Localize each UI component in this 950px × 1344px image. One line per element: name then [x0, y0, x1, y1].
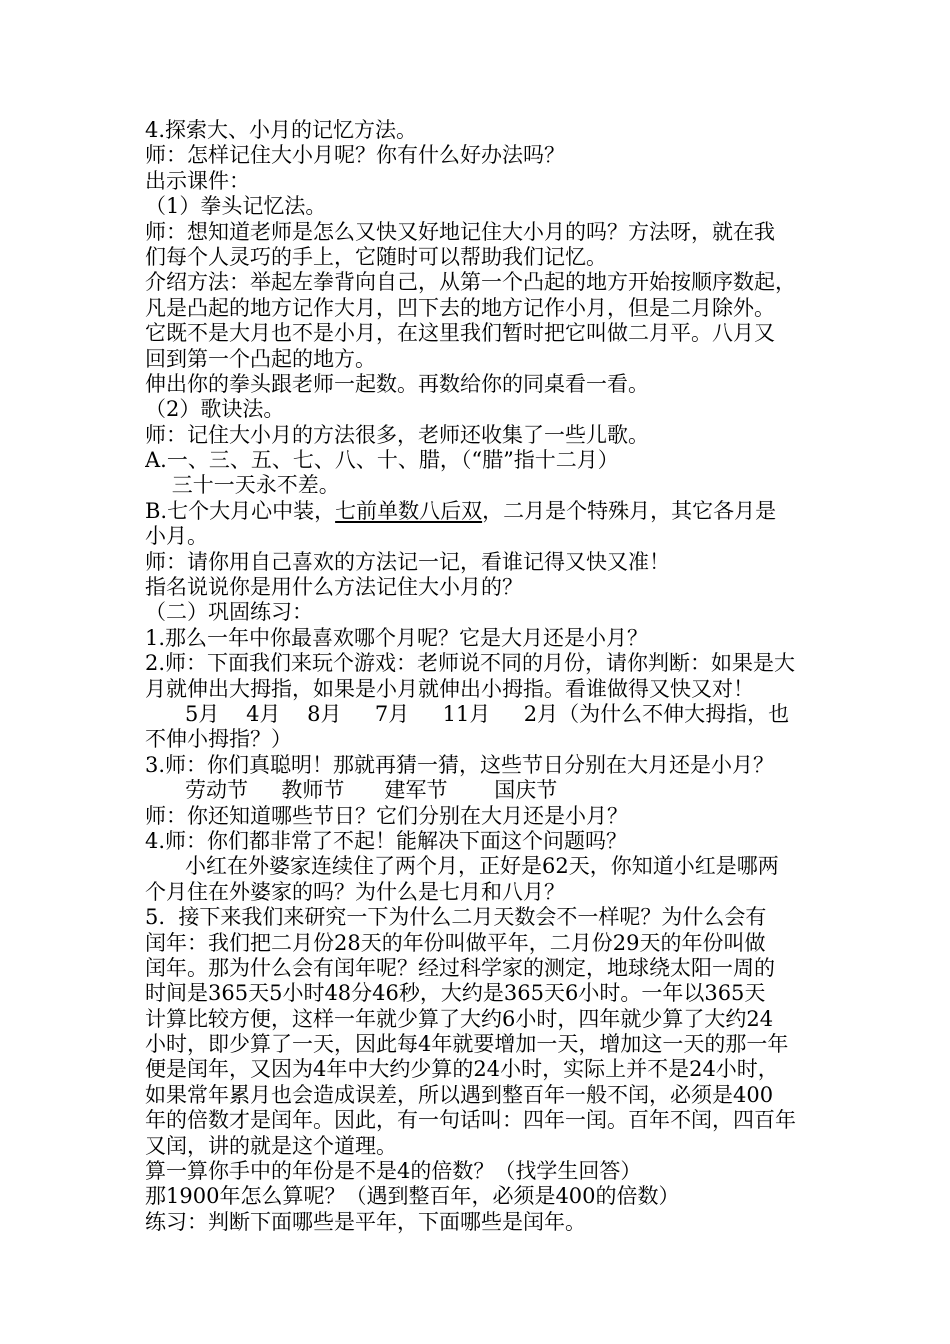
text-line: 3.师：你们真聪明！那就再猜一猜，这些节日分别在大月还是小月？ [145, 752, 775, 777]
holiday-list: 劳动节 教师节 建军节 国庆节 [145, 778, 558, 803]
text-line: 5. 接下来我们来研究一下为什么二月天数会不一样呢？为什么会有 [145, 905, 767, 930]
text-line: 凡是凸起的地方记作大月，凹下去的地方记作小月，但是二月除外。 [145, 295, 775, 320]
text-line: 师：请你用自己喜欢的方法记一记，看谁记得又快又准！ [145, 549, 670, 574]
text-line: 介绍方法：举起左拳背向自己，从第一个凸起的地方开始按顺序数起， [145, 270, 796, 295]
rhyme-prefix: B.七个大月心中装， [145, 498, 336, 523]
text-line: 年的倍数才是闰年。因此，有一句话叫：四年一闰。百年不闰，四百年 [145, 1108, 796, 1133]
text-line: 师：想知道老师是怎么又快又好地记住大小月的吗？方法呀，就在我 [145, 219, 775, 244]
text-line: 出示课件： [145, 168, 250, 193]
text-line: 闰年。那为什么会有闰年呢？经过科学家的测定，地球绕太阳一周的 [145, 955, 775, 980]
text-line: 便是闰年，又因为4年中大约少算的24小时，实际上并不是24小时， [145, 1057, 779, 1082]
text-line: 4.探索大、小月的记忆方法。 [145, 118, 418, 142]
text-line: 闰年：我们把二月份28天的年份叫做平年，二月份29天的年份叫做 [145, 930, 766, 955]
text-line: 师：记住大小月的方法很多，老师还收集了一些儿歌。 [145, 422, 649, 447]
text-line: 如果常年累月也会造成误差，所以遇到整百年一般不闰，必须是400 [145, 1082, 774, 1107]
text-line: 又闰，讲的就是这个道理。 [145, 1133, 397, 1158]
rhyme-line: 三十一天永不差。 [145, 473, 340, 498]
rhyme-line [145, 499, 825, 524]
underlined-phrase: 七前单数八后双 [335, 498, 483, 523]
text-line: 小红在外婆家连续住了两个月，正好是62天，你知道小红是哪两 [145, 854, 779, 879]
text-line: 计算比较方便，这样一年就少算了大约6小时，四年就少算了大约24 [145, 1006, 774, 1031]
text-line: 个月住在外婆家的吗？为什么是七月和八月？ [145, 879, 565, 904]
text-line: 那1900年怎么算呢？（遇到整百年，必须是400的倍数） [145, 1184, 680, 1209]
text-line: 小时，即少算了一天，因此每4年就要增加一天，增加这一天的那一年 [145, 1032, 789, 1057]
text-line: 指名说说你是用什么方法记住大小月的？ [145, 575, 523, 600]
text-line: 小月。 [145, 524, 208, 549]
text-line: 回到第一个凸起的地方。 [145, 346, 376, 371]
section-heading: （二）巩固练习： [145, 600, 313, 625]
text-line: 们每个人灵巧的手上，它随时可以帮助我们记忆。 [145, 244, 607, 269]
text-line: 月就伸出大拇指，如果是小月就伸出小拇指。看谁做得又快又对！ [145, 676, 754, 701]
rhyme-suffix: ，二月是个特殊月，其它各月是 [482, 498, 777, 523]
text-line: 师：你还知道哪些节日？它们分别在大月还是小月？ [145, 803, 628, 828]
rhyme-line: A.一、三、五、七、八、十、腊，（“腊”指十二月） [145, 448, 619, 473]
text-line: 师：怎样记住大小月呢？你有什么好办法吗？ [145, 143, 565, 168]
text-line: 伸出你的拳头跟老师一起数。再数给你的同桌看一看。 [145, 371, 649, 396]
section-heading: （2）歌诀法。 [145, 397, 285, 422]
text-line: 1.那么一年中你最喜欢哪个月呢？它是大月还是小月？ [145, 625, 649, 650]
text-line: 不伸小拇指？） [145, 727, 292, 752]
text-line: 它既不是大月也不是小月，在这里我们暂时把它叫做二月平。八月又 [145, 321, 775, 346]
text-line: 算一算你手中的年份是不是4的倍数？（找学生回答） [145, 1159, 642, 1184]
text-line: 2.师：下面我们来玩个游戏：老师说不同的月份，请你判断：如果是大 [145, 651, 796, 676]
text-line: 练习：判断下面哪些是平年，下面哪些是闰年。 [145, 1209, 586, 1234]
month-list: 5月 4月 8月 7月 11月 2月（为什么不伸大拇指，也 [145, 701, 790, 726]
document-body [145, 118, 825, 1235]
text-line: 时间是365天5小时48分46秒，大约是365天6小时。一年以365天 [145, 981, 766, 1006]
text-line: 4.师：你们都非常了不起！能解决下面这个问题吗？ [145, 828, 628, 853]
section-heading: （1）拳头记忆法。 [145, 194, 327, 219]
